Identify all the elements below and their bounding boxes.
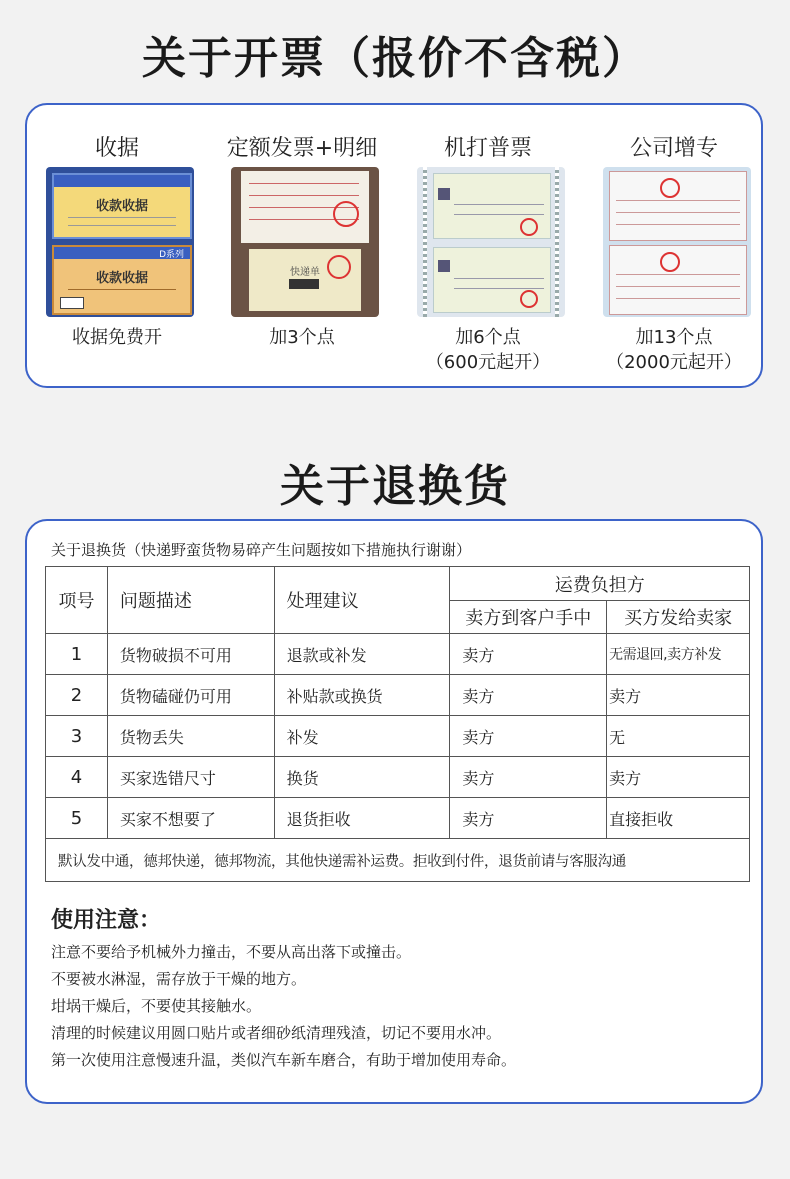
- header-to-seller: 买方发给卖家: [607, 601, 750, 634]
- returns-panel: [25, 519, 763, 1104]
- invoice-option-title: 收据: [94, 136, 139, 161]
- notes-title: 使用注意：: [51, 908, 162, 933]
- invoice-option-title: 机打普票: [443, 136, 532, 161]
- machine-invoice-image: [417, 167, 565, 317]
- invoice-option-caption: 加3个点: [269, 327, 335, 348]
- header-shipping: 运费负担方: [450, 567, 750, 601]
- note-item: 第一次使用注意慢速升温，类似汽车新车磨合，有助于增加使用寿命。: [51, 1051, 517, 1069]
- note-item: 不要被水淋湿，需存放于干燥的地方。: [51, 970, 307, 988]
- invoice-section-title: 关于开票（报价不含税）: [142, 33, 648, 84]
- returns-section-title: 关于退换货: [280, 461, 510, 512]
- header-to-customer: 卖方到客户手中: [450, 601, 607, 634]
- returns-intro: 关于退换货（快递野蛮货物易碎产生问题按如下措施执行谢谢）: [51, 541, 472, 559]
- note-item: 注意不要给予机械外力撞击，不要从高出落下或撞击。: [51, 943, 412, 961]
- header-suggestion: 处理建议: [274, 567, 450, 634]
- invoice-option-caption: 加13个点 （2000元起开）: [606, 327, 742, 373]
- invoice-option-caption: 收据免费开: [72, 327, 162, 348]
- table-row: 5 买家不想要了 退货拒收 卖方 直接拒收: [46, 798, 750, 839]
- vat-invoice-image: [603, 167, 751, 317]
- receipt-bottom-label: 收款收据: [95, 271, 148, 286]
- invoice-option-title: 定额发票+明细: [226, 136, 378, 161]
- invoice-option-caption: 加6个点 （600元起开）: [425, 327, 551, 373]
- table-row: 1 货物破损不可用 退款或补发 卖方 无需退回,卖方补发: [46, 634, 750, 675]
- invoice-option-title: 公司增专: [629, 136, 718, 161]
- table-row: 2 货物磕碰仍可用 补贴款或换货 卖方 卖方: [46, 675, 750, 716]
- fixed-invoice-label: 快递单: [290, 267, 320, 278]
- header-issue: 问题描述: [107, 567, 274, 634]
- receipt-top-label: 收款收据: [95, 199, 148, 214]
- receipt-series-label: D系列: [159, 250, 184, 260]
- header-no: 项号: [46, 567, 108, 634]
- invoice-panel: [25, 103, 763, 388]
- returns-table: [45, 566, 750, 882]
- table-row: 4 买家选错尺寸 换货 卖方 卖方: [46, 757, 750, 798]
- receipt-image: [46, 167, 194, 317]
- table-row: 3 货物丢失 补发 卖方 无: [46, 716, 750, 757]
- note-item: 坩埚干燥后，不要使其接触水。: [51, 997, 262, 1015]
- fixed-invoice-image: [231, 167, 379, 317]
- note-item: 清理的时候建议用圆口贴片或者细砂纸清理残渣，切记不要用水冲。: [51, 1024, 502, 1042]
- returns-footer-note: 默认发中通，德邦快递，德邦物流，其他快递需补运费。拒收到付件，退货前请与客服沟通: [46, 839, 750, 882]
